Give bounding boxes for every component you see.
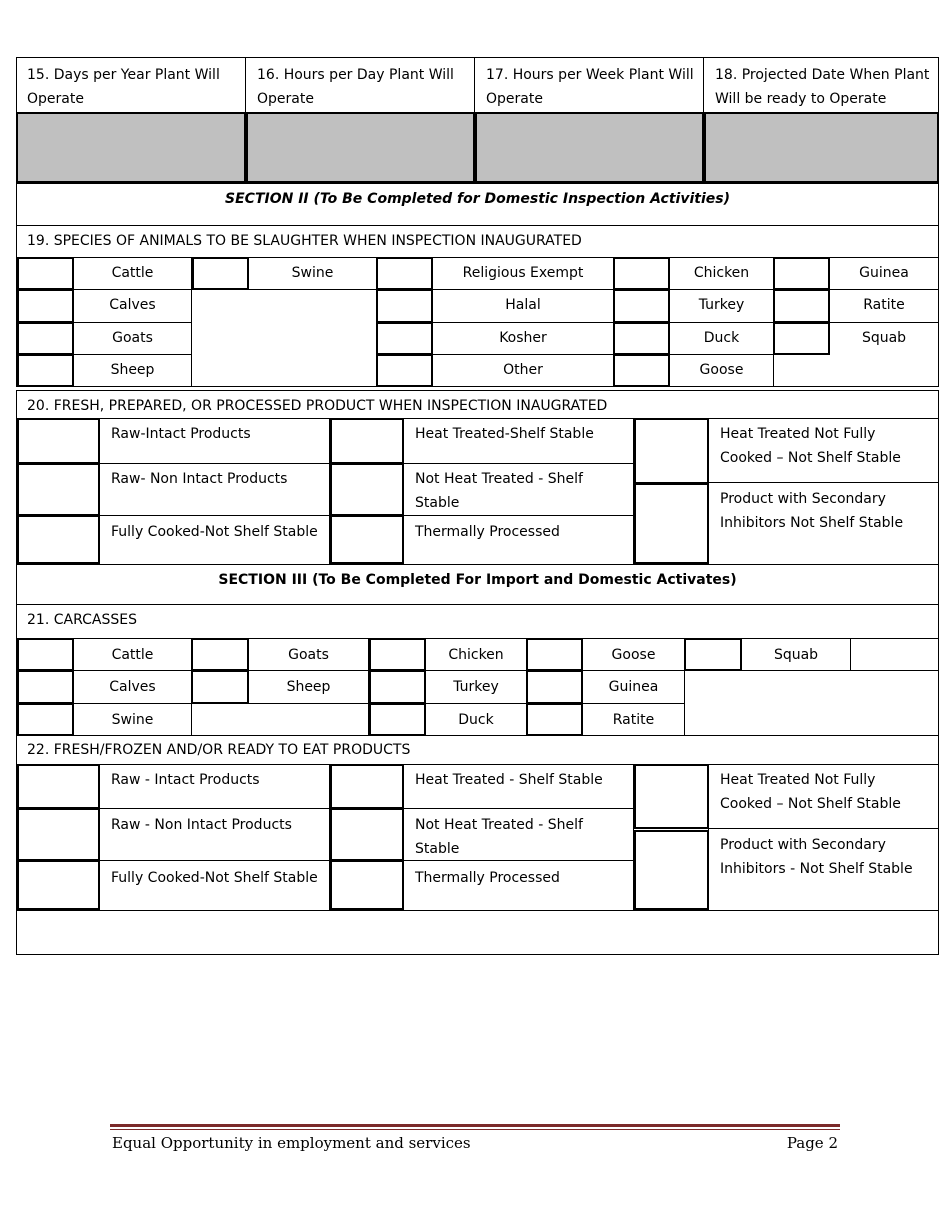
q22-label: 22. FRESH/FROZEN AND/OR READY TO EAT PRODUCTS <box>27 742 411 758</box>
checkbox-rte-thermally-processed[interactable] <box>330 860 404 910</box>
footer-text: Equal Opportunity in employment and services <box>112 1134 471 1152</box>
checkbox-sheep[interactable] <box>17 354 74 387</box>
checkbox-religious-exempt[interactable] <box>376 257 433 290</box>
label-rte-not-heat-treated: Not Heat Treated - Shelf Stable <box>415 817 583 857</box>
q17-label: 17. Hours per Week Plant Will Operate <box>486 67 694 107</box>
checkbox-rte-not-heat-treated[interactable] <box>330 808 404 861</box>
checkbox-squab[interactable] <box>773 322 830 355</box>
checkbox-carcass-sheep[interactable] <box>191 670 249 704</box>
checkbox-heat-treated-shelf-stable[interactable] <box>330 418 404 464</box>
checkbox-carcass-duck[interactable] <box>369 703 426 736</box>
label-sheep: Sheep <box>110 362 155 378</box>
checkbox-raw-intact[interactable] <box>17 418 100 464</box>
blank-row <box>16 910 939 955</box>
checkbox-heat-treated-not-fully-cooked[interactable] <box>634 418 709 484</box>
checkbox-duck[interactable] <box>613 322 670 355</box>
checkbox-not-heat-treated[interactable] <box>330 463 404 516</box>
label-secondary-inhibitors: Product with Secondary Inhibitors Not Shelf Stable <box>720 491 904 531</box>
checkbox-rte-heat-treated-not-fully-cooked[interactable] <box>634 764 709 829</box>
label-raw-intact: Raw-Intact Products <box>111 426 251 442</box>
label-carcass-turkey: Turkey <box>453 679 499 695</box>
checkbox-ratite[interactable] <box>773 289 830 323</box>
q15-input[interactable] <box>16 112 246 183</box>
label-ratite: Ratite <box>863 297 905 313</box>
label-carcass-ratite: Ratite <box>612 712 655 728</box>
checkbox-carcass-calves[interactable] <box>17 670 74 704</box>
q15-label: 15. Days per Year Plant Will Operate <box>27 67 220 107</box>
label-carcass-chicken: Chicken <box>448 647 504 663</box>
checkbox-goose[interactable] <box>613 354 670 387</box>
checkbox-carcass-goose[interactable] <box>526 638 583 671</box>
label-carcass-swine: Swine <box>111 712 154 728</box>
label-goats: Goats <box>112 330 153 346</box>
checkbox-raw-non-intact[interactable] <box>17 463 100 516</box>
label-carcass-goats: Goats <box>288 647 329 663</box>
checkbox-halal[interactable] <box>376 289 433 323</box>
checkbox-rte-fully-cooked[interactable] <box>17 860 100 910</box>
q18-label: 18. Projected Date When Plant Will be ready to Operate <box>715 67 930 107</box>
label-carcass-guinea: Guinea <box>608 679 659 695</box>
checkbox-rte-raw-intact[interactable] <box>17 764 100 809</box>
label-heat-treated-not-fully-cooked: Heat Treated Not Fully Cooked – Not Shelf Stable <box>720 426 901 466</box>
label-swine: Swine <box>291 265 334 281</box>
label-rte-raw-intact: Raw - Intact Products <box>111 772 260 788</box>
checkbox-carcass-turkey[interactable] <box>369 670 426 704</box>
checkbox-goats[interactable] <box>17 322 74 355</box>
label-raw-non-intact: Raw- Non Intact Products <box>111 471 288 487</box>
label-goose: Goose <box>699 362 744 378</box>
checkbox-other[interactable] <box>376 354 433 387</box>
label-kosher: Kosher <box>499 330 547 346</box>
checkbox-chicken[interactable] <box>613 257 670 290</box>
label-rte-fully-cooked: Fully Cooked-Not Shelf Stable <box>111 870 318 886</box>
checkbox-fully-cooked[interactable] <box>17 515 100 564</box>
section2-title: SECTION II (To Be Completed for Domestic Inspection Activities) <box>225 191 730 207</box>
label-carcass-squab: Squab <box>773 647 819 663</box>
label-turkey: Turkey <box>698 297 745 313</box>
label-duck: Duck <box>703 330 740 346</box>
q21-label: 21. CARCASSES <box>27 612 137 628</box>
label-thermally-processed: Thermally Processed <box>415 524 560 540</box>
q20-label: 20. FRESH, PREPARED, OR PROCESSED PRODUCT WHEN INSPECTION INAUGRATED <box>27 398 608 414</box>
checkbox-carcass-squab[interactable] <box>684 638 742 671</box>
checkbox-rte-secondary-inhibitors[interactable] <box>634 830 709 910</box>
checkbox-carcass-cattle[interactable] <box>17 638 74 671</box>
label-carcass-calves: Calves <box>109 679 156 695</box>
checkbox-thermally-processed[interactable] <box>330 515 404 564</box>
checkbox-rte-heat-treated-shelf-stable[interactable] <box>330 764 404 809</box>
q16-label: 16. Hours per Day Plant Will Operate <box>257 67 454 107</box>
label-rte-raw-non-intact: Raw - Non Intact Products <box>111 817 292 833</box>
label-chicken: Chicken <box>693 265 750 281</box>
q21-label-row <box>16 604 939 639</box>
label-halal: Halal <box>505 297 541 313</box>
checkbox-rte-raw-non-intact[interactable] <box>17 808 100 861</box>
checkbox-carcass-chicken[interactable] <box>369 638 426 671</box>
q18-input[interactable] <box>704 112 939 183</box>
label-other: Other <box>503 362 543 378</box>
checkbox-swine[interactable] <box>192 257 249 290</box>
q16-input[interactable] <box>246 112 475 183</box>
checkbox-calves[interactable] <box>17 289 74 323</box>
checkbox-secondary-inhibitors[interactable] <box>634 483 709 564</box>
label-carcass-cattle: Cattle <box>111 647 154 663</box>
label-religious-exempt: Religious Exempt <box>462 265 584 281</box>
label-rte-secondary-inhibitors: Product with Secondary Inhibitors - Not Shelf Stable <box>720 837 913 877</box>
label-rte-heat-treated-shelf-stable: Heat Treated - Shelf Stable <box>415 772 603 788</box>
q17-input[interactable] <box>475 112 704 183</box>
footer-rule <box>110 1124 840 1127</box>
label-rte-thermally-processed: Thermally Processed <box>415 870 560 886</box>
checkbox-carcass-goats[interactable] <box>191 638 249 671</box>
label-calves: Calves <box>109 297 156 313</box>
checkbox-carcass-ratite[interactable] <box>526 703 583 736</box>
label-carcass-goose: Goose <box>611 647 656 663</box>
label-fully-cooked: Fully Cooked-Not Shelf Stable <box>111 524 318 540</box>
label-carcass-sheep: Sheep <box>286 679 331 695</box>
label-squab: Squab <box>861 330 907 346</box>
label-rte-heat-treated-not-fully-cooked: Heat Treated Not Fully Cooked – Not Shelf Stable <box>720 772 901 812</box>
checkbox-turkey[interactable] <box>613 289 670 323</box>
page-number: Page 2 <box>786 1134 838 1152</box>
checkbox-guinea[interactable] <box>773 257 830 290</box>
checkbox-kosher[interactable] <box>376 322 433 355</box>
q19-label: 19. SPECIES OF ANIMALS TO BE SLAUGHTER WHEN INSPECTION INAUGURATED <box>27 233 582 249</box>
label-carcass-duck: Duck <box>458 712 494 728</box>
section3-title: SECTION III (To Be Completed For Import and Domestic Activates) <box>218 572 737 588</box>
label-not-heat-treated: Not Heat Treated - Shelf Stable <box>415 471 583 511</box>
label-cattle: Cattle <box>111 265 154 281</box>
checkbox-carcass-guinea[interactable] <box>526 670 583 704</box>
checkbox-cattle[interactable] <box>17 257 74 290</box>
label-heat-treated-shelf-stable: Heat Treated-Shelf Stable <box>415 426 594 442</box>
label-guinea: Guinea <box>859 265 909 281</box>
checkbox-carcass-swine[interactable] <box>17 703 74 736</box>
